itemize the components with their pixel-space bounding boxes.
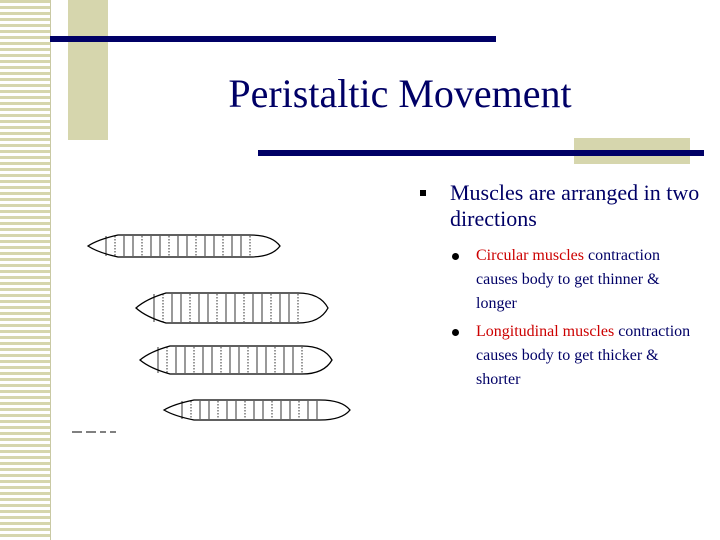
sub-bullet-highlight: Longitudinal muscles <box>476 323 615 340</box>
round-bullet-icon <box>452 329 459 336</box>
navy-decor-bar-right <box>258 150 704 156</box>
main-bullet-text: Muscles are arranged in two directions <box>450 180 700 231</box>
sub-bullet-rest: contraction causes body to get thinner & longer <box>476 247 660 312</box>
sidebar-edge <box>50 0 51 540</box>
navy-decor-bar-top <box>50 36 496 42</box>
striped-sidebar <box>0 0 50 540</box>
square-bullet-icon <box>420 190 426 196</box>
earthworm-drawing <box>164 400 350 420</box>
earthworm-drawing <box>88 235 280 257</box>
earthworm-drawing <box>140 346 332 374</box>
sub-bullet-rest: contraction causes body to get thicker & shorter <box>476 323 691 388</box>
sub-bullet-text <box>476 244 696 316</box>
round-bullet-icon <box>452 253 459 260</box>
earthworm-drawing <box>136 293 328 323</box>
earthworm-figure <box>60 222 370 442</box>
slide-title: Peristaltic Movement <box>228 71 572 116</box>
sub-bullet-highlight: Circular muscles <box>476 247 584 264</box>
sub-bullet-text <box>476 320 696 392</box>
